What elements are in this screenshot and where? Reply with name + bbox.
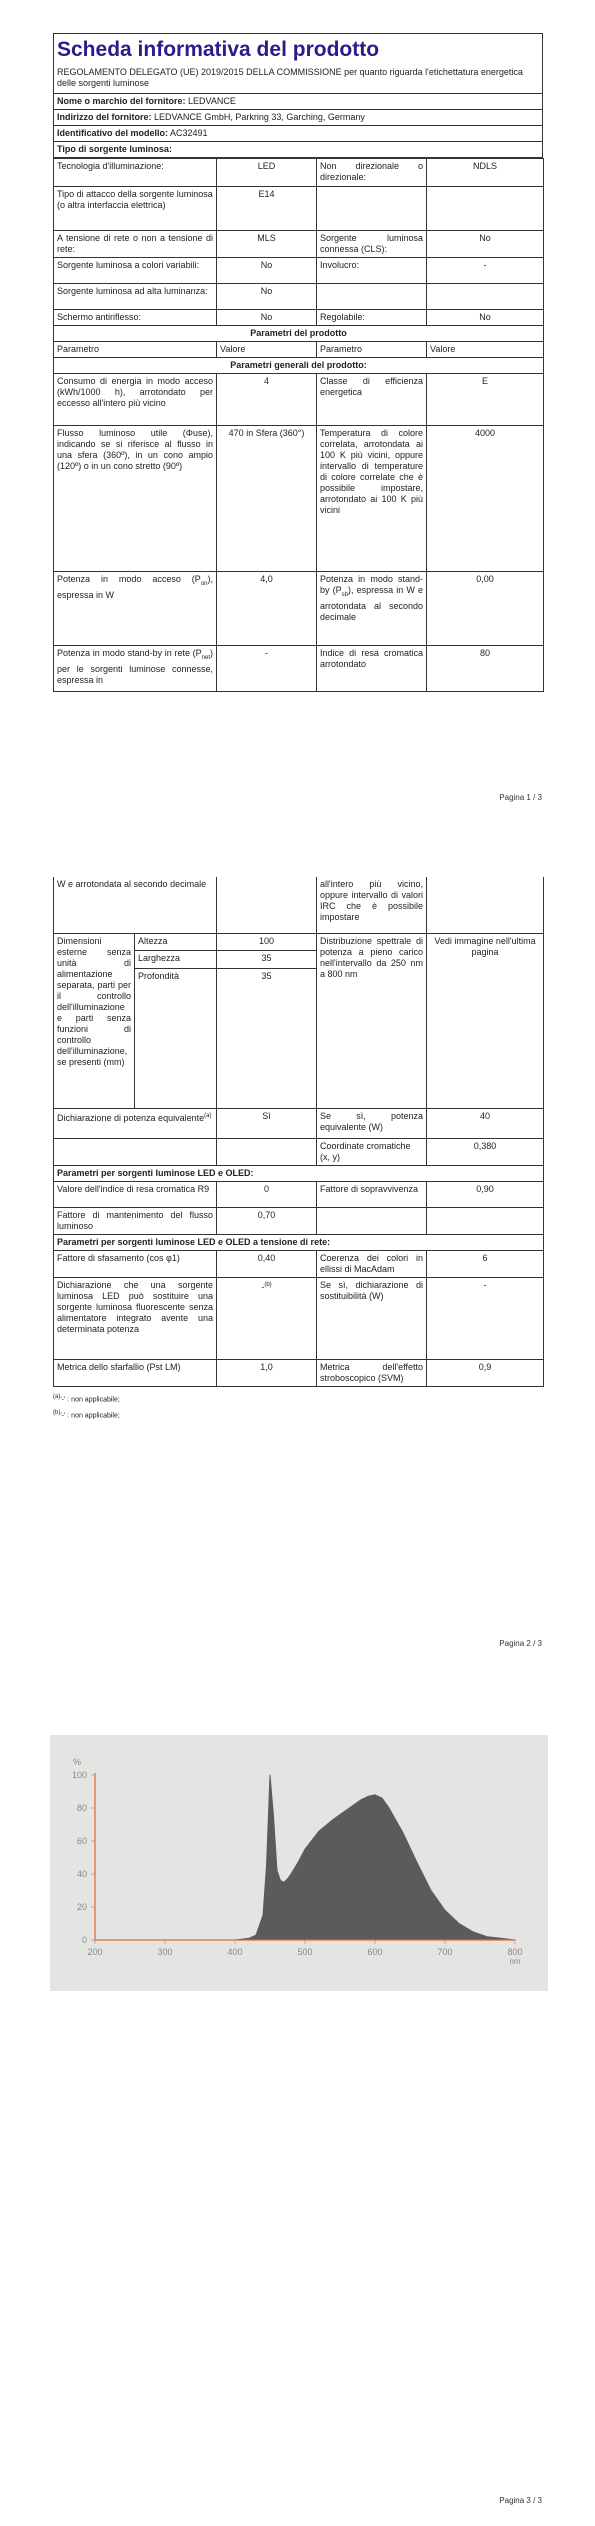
- height-value: 100: [217, 933, 317, 951]
- supplier-address-row: Indirizzo del fornitore: LEDVANCE GmbH, Parkring 33, Garching, Germany: [54, 110, 543, 126]
- networked-standby-label: Potenza in modo stand-by in rete $(P_{net})$ per le sorgenti luminose connesse, espressa in: [54, 646, 217, 692]
- model-id: AC32491: [170, 128, 208, 138]
- page-1: [0, 0, 595, 800]
- energy-consumption-label: Consumo di energia in modo acceso (kWh/1000 h), arrotondato per eccesso all'intero più vicino: [54, 374, 217, 426]
- height-label: Altezza: [135, 933, 217, 951]
- x-tick-label: 300: [157, 1947, 173, 1957]
- depth-label: Profondità: [135, 968, 217, 1108]
- footnote-b: $^{(b)}$'-' : non applicabile;: [53, 1409, 120, 1420]
- page-3: [0, 1735, 595, 2525]
- value-header: Valore: [217, 342, 317, 358]
- cap-type-label: Tipo di attacco della sorgente luminosa (o altra interfaccia elettrica): [54, 187, 217, 231]
- connected-value: No: [427, 231, 544, 258]
- y-tick-label: 20: [76, 1902, 87, 1912]
- energy-class-value: E: [427, 374, 544, 426]
- r9-value: 0: [217, 1181, 317, 1207]
- equivalent-watt-value: 40: [427, 1108, 544, 1138]
- non-directional-value: NDLS: [427, 159, 544, 187]
- svm-label: Metrica dell'effetto stroboscopico (SVM): [317, 1359, 427, 1386]
- cri-label: Indice di resa cromatica arrotondato: [317, 646, 427, 692]
- footnote-a: $^{(a)}$'-' : non applicabile;: [53, 1393, 120, 1403]
- value-header: Valore: [427, 342, 544, 358]
- lighting-tech-value: LED: [217, 159, 317, 187]
- energy-consumption-value: 4: [217, 374, 317, 426]
- supplier-name: LEDVANCE: [188, 96, 236, 106]
- useful-flux-label: Flusso luminoso utile (Φuse), indicando se si riferisce al flusso in una sfera (360º), in un cono ampio (120º) o in un cono stretto (90º): [54, 426, 217, 572]
- page-number: Pagina 1 / 3: [499, 793, 542, 802]
- page-2: [0, 877, 595, 1657]
- y-axis-label: %: [73, 1757, 82, 1767]
- x-tick-label: 800: [507, 1947, 523, 1957]
- anti-glare-value: No: [217, 310, 317, 326]
- macadam-label: Coerenza dei colori in ellissi di MacAdam: [317, 1250, 427, 1277]
- supplier-name-row: Nome o marchio del fornitore: LEDVANCE: [54, 94, 543, 110]
- cct-value: 4000: [427, 426, 544, 572]
- y-tick-label: 60: [76, 1836, 87, 1846]
- product-sheet-page-1: [53, 33, 543, 692]
- cri-value: 80: [427, 646, 544, 692]
- dimmable-label: Regolabile:: [317, 310, 427, 326]
- svm-value: 0,9: [427, 1359, 544, 1386]
- cap-type-value: E14: [217, 187, 317, 231]
- cri-label-continued: all'intero più vicino, oppure intervallo di valori IRC che è possibile impostare: [317, 877, 427, 933]
- high-lum-label: Sorgente luminosa ad alta luminanza:: [54, 284, 217, 310]
- high-lum-value: No: [217, 284, 317, 310]
- dimmable-value: No: [427, 310, 544, 326]
- product-params-heading: Parametri del prodotto: [54, 326, 544, 342]
- connected-label: Sorgente luminosa connessa (CLS):: [317, 231, 427, 258]
- product-sheet-page-2: [53, 877, 543, 1421]
- standby-power-label: Potenza in modo stand-by $(P_{sb})$, espressa in W e arrotondata al secondo decimale: [317, 572, 427, 646]
- macadam-value: 6: [427, 1250, 544, 1277]
- replacement-watt-label: Se sì, dichiarazione di sostituibilità (W): [317, 1277, 427, 1359]
- params-table-p2: [53, 877, 544, 1387]
- standby-power-value: 0,00: [427, 572, 544, 646]
- on-mode-power-value: 4,0: [217, 572, 317, 646]
- on-mode-power-label: Potenza in modo acceso $(P_{on})$, espressa in W: [54, 572, 217, 646]
- survival-factor-value: 0,90: [427, 1181, 544, 1207]
- supplier-address: LEDVANCE GmbH, Parkring 33, Garching, Germany: [154, 112, 365, 122]
- lighting-tech-label: Tecnologia d'illuminazione:: [54, 159, 217, 187]
- width-value: 35: [217, 951, 317, 969]
- y-tick-label: 40: [76, 1869, 87, 1879]
- led-oled-params-heading: Parametri per sorgenti luminose LED e OLED:: [54, 1165, 544, 1181]
- y-tick-label: 80: [76, 1803, 87, 1813]
- regulation-text: REGOLAMENTO DELEGATO (UE) 2019/2015 DELLA COMMISSIONE per quanto riguarda l'etichettatura energetica delle sorgenti luminose: [53, 65, 543, 93]
- x-tick-label: 400: [227, 1947, 243, 1957]
- survival-factor-label: Fattore di sopravvivenza: [317, 1181, 427, 1207]
- depth-value: 35: [217, 968, 317, 1108]
- equivalent-watt-label: Se sì, potenza equivalente (W): [317, 1108, 427, 1138]
- spd-label: Distribuzione spettrale di potenza a pieno carico nell'intervallo da 250 nm a 800 nm: [317, 933, 427, 1108]
- lumen-maintenance-label: Fattore di mantenimento del flusso luminoso: [54, 1207, 217, 1234]
- chromaticity-label: Coordinate cromatiche (x, y): [317, 1138, 427, 1165]
- replacement-watt-value: -: [427, 1277, 544, 1359]
- spectral-distribution-chart: [50, 1735, 548, 1991]
- width-label: Larghezza: [135, 951, 217, 969]
- spd-value: Vedi immagine nell'ultima pagina: [427, 933, 544, 1108]
- supplier-table: [53, 93, 543, 158]
- networked-standby-continued: W e arrotondata al secondo decimale: [54, 877, 217, 933]
- led-replacement-value: -$^{(b)}$: [217, 1277, 317, 1359]
- lumen-maintenance-value: 0,70: [217, 1207, 317, 1234]
- mains-value: MLS: [217, 231, 317, 258]
- equivalent-power-value: Sì: [217, 1108, 317, 1138]
- cct-label: Temperatura di colore correlata, arrotondata ai 100 K più vicini, oppure intervallo di temperature di colore correlate che è possibile impostare, arrotondato ai 100 K più vicini: [317, 426, 427, 572]
- envelope-value: -: [427, 258, 544, 284]
- light-source-type-heading: Tipo di sorgente luminosa:: [54, 142, 543, 158]
- chromaticity-value: 0,380: [427, 1138, 544, 1165]
- param-header: Parametro: [317, 342, 427, 358]
- y-tick-label: 100: [71, 1770, 87, 1780]
- document-title: Scheda informativa del prodotto: [53, 33, 543, 65]
- x-tick-label: 500: [297, 1947, 313, 1957]
- params-table-p1: [53, 158, 544, 692]
- r9-label: Valore dell'indice di resa cromatica R9: [54, 1181, 217, 1207]
- page-number: Pagina 3 / 3: [499, 2496, 542, 2505]
- colour-tunable-label: Sorgente luminosa a colori variabili:: [54, 258, 217, 284]
- useful-flux-value: 470 in Sfera (360°): [217, 426, 317, 572]
- power-factor-value: 0,40: [217, 1250, 317, 1277]
- networked-standby-value: -: [217, 646, 317, 692]
- mains-label: A tensione di rete o non a tensione di rete:: [54, 231, 217, 258]
- x-tick-label: 600: [367, 1947, 383, 1957]
- x-tick-label: 200: [87, 1947, 103, 1957]
- envelope-label: Involucro:: [317, 258, 427, 284]
- dimensions-label: Dimensioni esterne senza unità di alimentazione separata, parti per il controllo dell'illuminazione e parti senza funzioni di controllo dell'illuminazione, se presenti (mm): [54, 933, 135, 1108]
- energy-class-label: Classe di efficienza energetica: [317, 374, 427, 426]
- led-replacement-label: Dichiarazione che una sorgente luminosa LED può sostituire una sorgente luminosa fluorescente senza alimentatore integrato avente una determinata potenza: [54, 1277, 217, 1359]
- x-tick-label: 700: [437, 1947, 453, 1957]
- y-tick-label: 0: [81, 1935, 87, 1945]
- mains-led-params-heading: Parametri per sorgenti luminose LED e OLED a tensione di rete:: [54, 1234, 544, 1250]
- page-number: Pagina 2 / 3: [499, 1639, 542, 1648]
- flicker-value: 1,0: [217, 1359, 317, 1386]
- model-row: Identificativo del modello: AC32491: [54, 126, 543, 142]
- general-params-heading: Parametri generali del prodotto:: [54, 358, 544, 374]
- colour-tunable-value: No: [217, 258, 317, 284]
- x-axis-unit: nm: [509, 1957, 521, 1966]
- flicker-label: Metrica dello sfarfallio (Pst LM): [54, 1359, 217, 1386]
- non-directional-label: Non direzionale o direzionale:: [317, 159, 427, 187]
- anti-glare-label: Schermo antiriflesso:: [54, 310, 217, 326]
- equivalent-power-label: Dichiarazione di potenza equivalente$^{(a)}$: [54, 1108, 217, 1138]
- power-factor-label: Fattore di sfasamento (cos φ1): [54, 1250, 217, 1277]
- param-header: Parametro: [54, 342, 217, 358]
